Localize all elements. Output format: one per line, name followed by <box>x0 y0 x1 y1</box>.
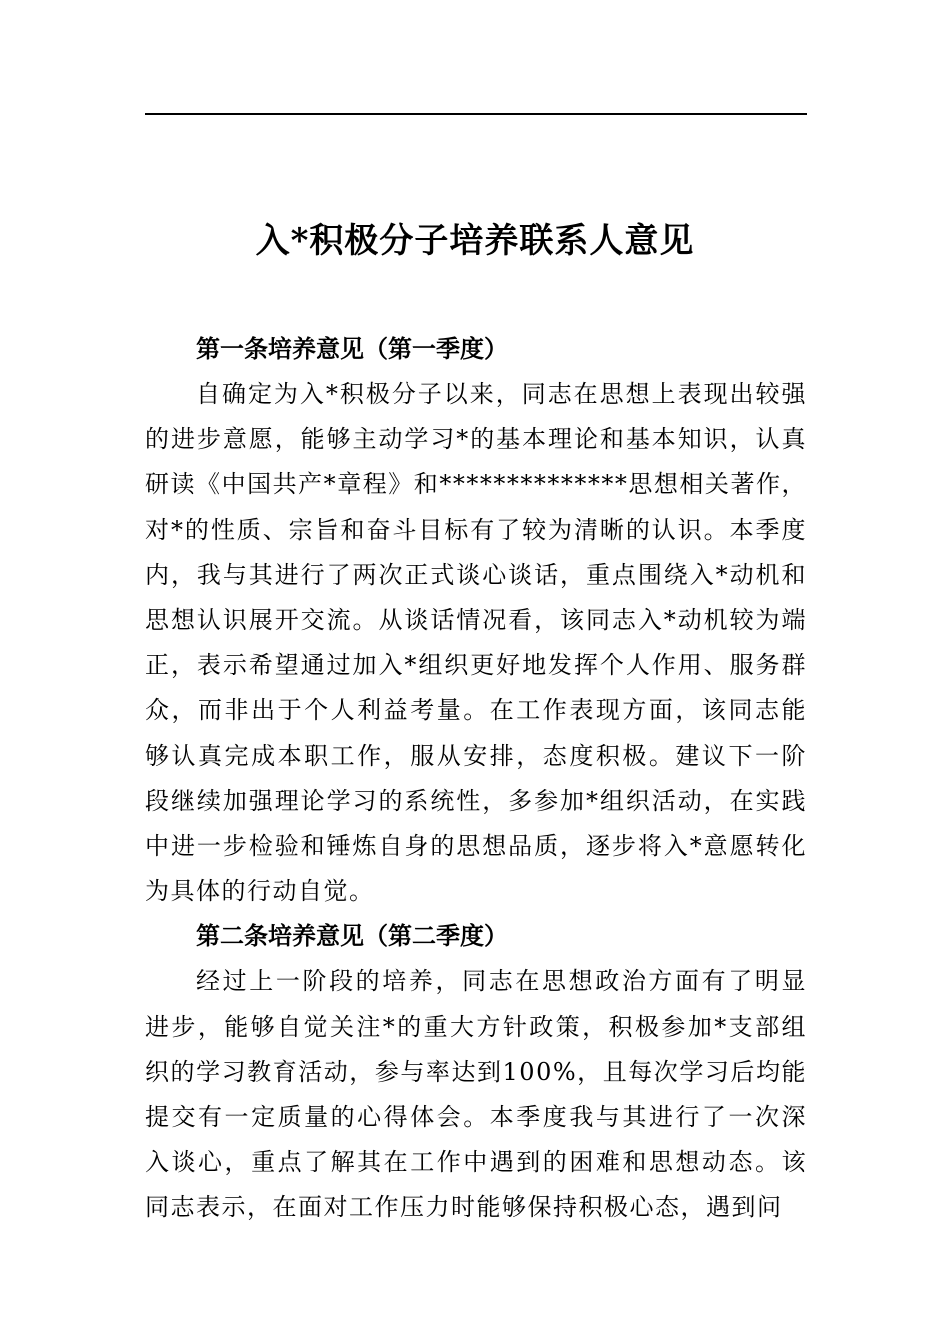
header-rule <box>145 113 807 115</box>
document-title: 入*积极分子培养联系人意见 <box>255 220 695 261</box>
document-body <box>145 327 807 1231</box>
section-heading-1: 第一条培养意见（第一季度） <box>196 335 508 363</box>
section-heading-2: 第二条培养意见（第二季度） <box>196 922 508 951</box>
section-paragraph-1: 自确定为入*积极分子以来，同志在思想上表现出较强的进步意愿，能够主动学习*的基本理论和基本知识，认真研读《中国共产*章程》和**************思想相关著作，对*的性质、宗旨和奋斗目标有了较为清晰的认识。本季度内，我与其进行了两次正式谈心谈话，重点围绕入*动机和思想认识展开交流。从谈话情况看，该同志入*动机较为端正，表示希望通过加入*组织更好地发挥个人作用、服务群众，而非出于个人利益考量。在工作表现方面，该同志能够认真完成本职工作，服从安排，态度积极。建议下一阶段继续加强理论学习的系统性，多参加*组织活动，在实践中进一步检验和锤炼自身的思想品质，逐步将入*意愿转化为具体的行动自觉。 <box>145 380 807 906</box>
section-paragraph-2: 经过上一阶段的培养，同志在思想政治方面有了明显进步，能够自觉关注*的重大方针政策，积极参加*支部组织的学习教育活动，参与率达到100%，且每次学习后均能提交有一定质量的心得体会。本季度我与其进行了一次深入谈心，重点了解其在工作中遇到的困难和思想动态。该同志表示，在面对工作压力时能够保持积极心态，遇到问 <box>145 967 807 1222</box>
